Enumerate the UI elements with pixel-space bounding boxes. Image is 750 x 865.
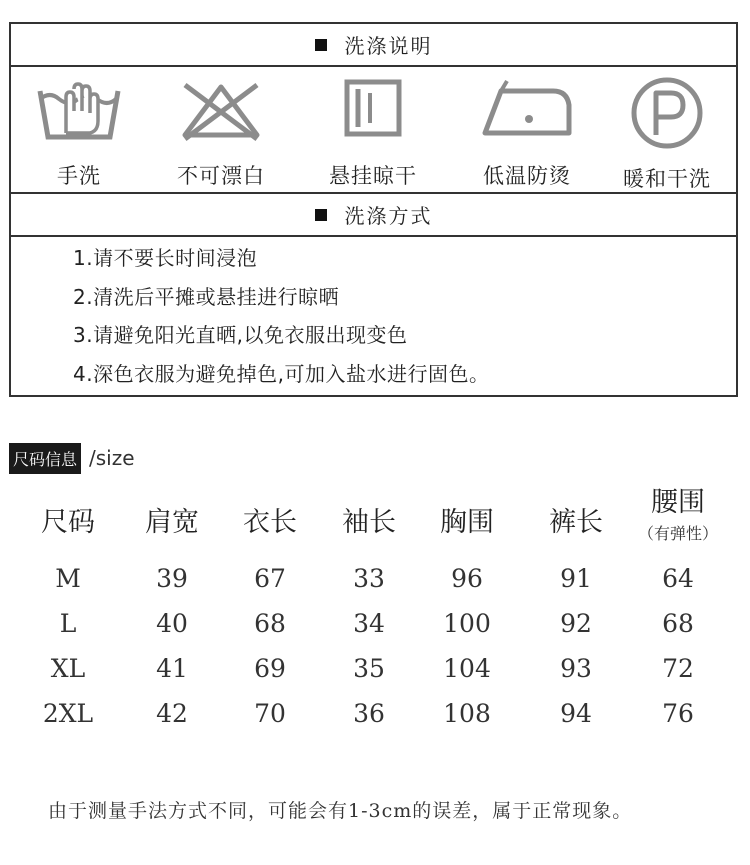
cell: 2XL xyxy=(42,699,94,728)
cell: 108 xyxy=(443,699,491,728)
care-instructions-box xyxy=(9,22,738,397)
cell: 92 xyxy=(560,609,592,638)
square-bullet-icon xyxy=(315,209,327,221)
cell: 34 xyxy=(353,609,385,638)
cell: XL xyxy=(50,654,86,683)
method-header-label: 洗涤方式 xyxy=(344,204,433,228)
care-symbol-line-dry xyxy=(313,67,433,192)
line-dry-icon xyxy=(338,77,408,141)
header-chest: 胸围 xyxy=(440,507,494,538)
header-waist: 腰围 xyxy=(651,487,705,518)
method-list xyxy=(73,239,489,393)
cell: 40 xyxy=(156,609,188,638)
size-subtitle: /size xyxy=(89,446,135,470)
care-header xyxy=(11,24,736,67)
care-icons-row xyxy=(11,67,736,192)
cell: 69 xyxy=(254,654,286,683)
cell: 39 xyxy=(156,564,188,593)
icon-label: 手洗 xyxy=(57,164,101,188)
cell: 70 xyxy=(254,699,286,728)
cell: 96 xyxy=(451,564,483,593)
header-sleeve: 袖长 xyxy=(342,507,396,538)
cell: 42 xyxy=(156,699,188,728)
care-header-label: 洗涤说明 xyxy=(344,34,433,58)
care-symbol-hand-wash xyxy=(19,67,139,192)
cell: 72 xyxy=(662,654,694,683)
size-badge: 尺码信息 xyxy=(9,443,81,474)
cell: 76 xyxy=(662,699,694,728)
method-item: 2.清洗后平摊或悬挂进行晾晒 xyxy=(73,284,340,309)
low-iron-icon xyxy=(477,77,577,139)
icon-label: 悬挂晾干 xyxy=(329,164,417,188)
cell: 68 xyxy=(662,609,694,638)
size-section-title xyxy=(9,444,135,472)
cell: L xyxy=(59,609,77,638)
cell: 94 xyxy=(560,699,592,728)
hand-wash-icon xyxy=(36,77,122,147)
cell: 33 xyxy=(353,564,385,593)
cell: 64 xyxy=(662,564,694,593)
cell: 104 xyxy=(443,654,491,683)
header-size: 尺码 xyxy=(41,507,95,538)
cell: 100 xyxy=(443,609,491,638)
header-shoulder: 肩宽 xyxy=(145,507,199,538)
cell: 68 xyxy=(254,609,286,638)
cell: 41 xyxy=(156,654,188,683)
no-bleach-icon xyxy=(173,77,269,143)
size-table xyxy=(0,480,750,750)
dry-clean-p-icon xyxy=(627,77,707,153)
cell: 67 xyxy=(254,564,286,593)
cell: 93 xyxy=(560,654,592,683)
method-item: 1.请不要长时间浸泡 xyxy=(73,246,258,270)
icon-label: 低温防烫 xyxy=(483,164,571,188)
square-bullet-icon xyxy=(315,39,327,51)
method-item: 4.深色衣服为避免掉色,可加入盐水进行固色。 xyxy=(73,361,490,386)
cell: 91 xyxy=(560,564,592,593)
cell: M xyxy=(55,564,81,593)
measurement-footnote: 由于测量手法方式不同，可能会有1-3cm的误差，属于正常现象。 xyxy=(48,800,633,822)
cell: 35 xyxy=(353,654,385,683)
method-item: 3.请避免阳光直晒,以免衣服出现变色 xyxy=(73,323,408,347)
waist-elastic-note: （有弹性） xyxy=(637,524,718,543)
icon-label: 不可漂白 xyxy=(177,164,265,188)
care-symbol-low-iron xyxy=(467,67,587,192)
header-waist-wrap xyxy=(628,480,728,544)
care-symbol-dry-clean xyxy=(607,67,727,192)
cell: 36 xyxy=(353,699,385,728)
header-pants-length: 裤长 xyxy=(549,507,603,538)
header-length: 衣长 xyxy=(243,507,297,538)
method-header xyxy=(11,192,736,237)
care-symbol-no-bleach xyxy=(161,67,281,192)
icon-label: 暖和干洗 xyxy=(623,167,711,191)
